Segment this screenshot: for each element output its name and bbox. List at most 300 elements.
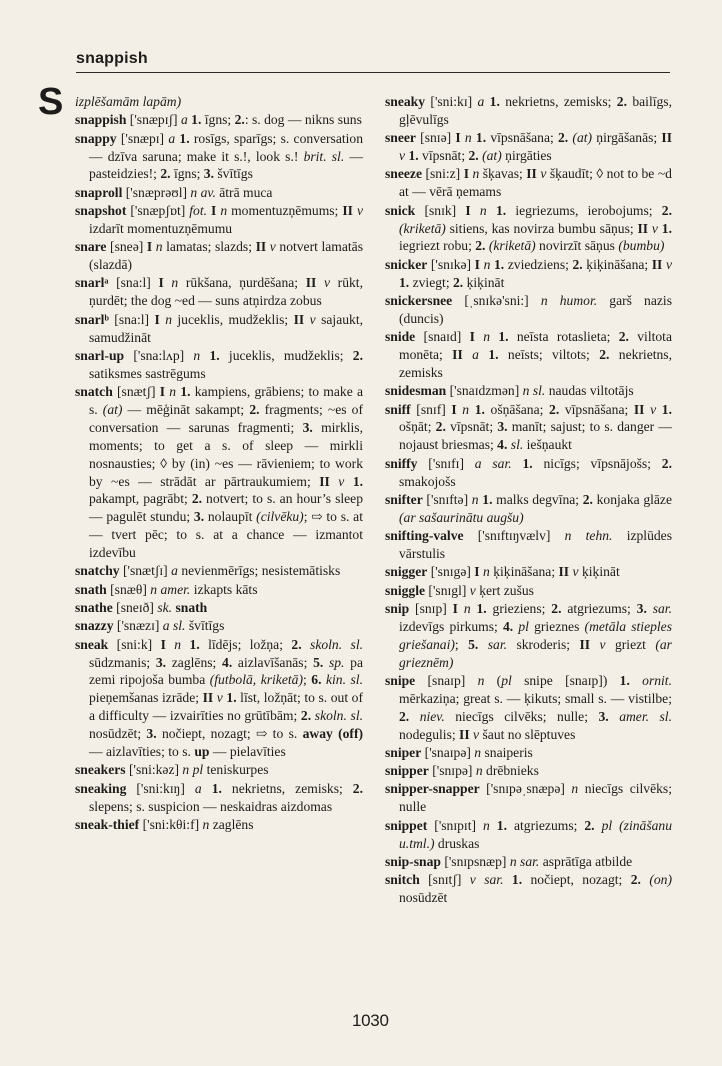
bold-text: sneer bbox=[385, 130, 416, 146]
italic-label: (on) bbox=[649, 872, 672, 888]
italic-label: n bbox=[174, 636, 182, 652]
entry-text: ķiķināt bbox=[578, 564, 620, 580]
bold-text: snipper bbox=[385, 763, 429, 779]
bold-text: 2. bbox=[453, 274, 464, 290]
entry-text bbox=[316, 275, 324, 290]
entry-text: ['snæzɪ] bbox=[113, 618, 163, 634]
bold-text: II bbox=[633, 401, 645, 417]
bold-text: 2. bbox=[599, 347, 610, 363]
entry-text: sajaukt, samudžināt bbox=[89, 311, 363, 345]
bold-text: II bbox=[293, 311, 305, 327]
italic-label: n bbox=[169, 384, 177, 400]
entry-text: ošņāt; bbox=[399, 419, 436, 435]
entry-text: [sni:k] bbox=[108, 636, 161, 652]
bold-text: snidesman bbox=[385, 383, 447, 399]
entry-text: ['snæpʃɒt] bbox=[126, 203, 190, 218]
entry-text: ['snaɪpə] bbox=[421, 744, 475, 760]
entry-text: niecīgs cilvēks; nulle; bbox=[444, 708, 599, 724]
entry-text: grieziens; bbox=[486, 600, 552, 616]
bold-text: snifting-valve bbox=[385, 528, 464, 544]
bold-text: 3. bbox=[203, 166, 214, 182]
italic-label: kin. sl. bbox=[326, 672, 363, 688]
bold-text: I bbox=[474, 564, 480, 580]
italic-label: v bbox=[338, 473, 345, 489]
bold-text: 1. bbox=[511, 872, 523, 888]
header-rule bbox=[76, 72, 670, 73]
entry-text: garš nazis (duncis) bbox=[399, 292, 672, 326]
italic-label: niev. bbox=[419, 708, 445, 724]
bold-text: sniffy bbox=[385, 455, 418, 471]
dictionary-entry bbox=[385, 744, 672, 762]
italic-label: n humor. bbox=[540, 292, 598, 308]
bold-text: I bbox=[211, 203, 217, 218]
entry-text: [sneɪð] bbox=[112, 600, 158, 616]
bold-text: 1. bbox=[498, 329, 509, 345]
entry-text: iegriezt robu; bbox=[399, 238, 476, 254]
dictionary-entry bbox=[75, 93, 363, 111]
bold-text: 1. bbox=[226, 690, 237, 706]
entry-text: ņirgāšanās; bbox=[592, 130, 662, 146]
bold-text: II bbox=[342, 203, 353, 218]
entry-text: līdējs; ložņa; bbox=[199, 636, 292, 652]
bold-text: 3. bbox=[193, 509, 205, 525]
entry-text: novirzīt sāņus bbox=[535, 238, 619, 254]
bold-text: sneaking bbox=[75, 780, 127, 796]
bold-text: 1. bbox=[180, 384, 191, 400]
entry-text: satiksmes sastrēgums bbox=[89, 365, 206, 381]
entry-text bbox=[512, 456, 523, 471]
bold-text: 1. bbox=[179, 130, 190, 146]
dictionary-entry bbox=[385, 853, 672, 871]
entry-text: grieznes bbox=[528, 618, 585, 634]
bold-text: 1. bbox=[661, 220, 672, 236]
italic-label: a bbox=[171, 563, 178, 579]
dictionary-entry bbox=[75, 636, 363, 761]
bold-text: snarl-up bbox=[75, 347, 125, 363]
entry-text: vīpsnāt; bbox=[418, 148, 469, 164]
bold-text: 2. bbox=[399, 708, 410, 724]
bold-text: 1. bbox=[661, 401, 672, 417]
bold-text: I bbox=[451, 401, 457, 417]
dictionary-entry bbox=[385, 256, 672, 292]
bold-text: 4. bbox=[502, 618, 514, 634]
bold-text: 1. bbox=[474, 401, 485, 417]
bold-text: snip-snap bbox=[385, 853, 441, 869]
running-head: snappish bbox=[76, 50, 148, 67]
bold-text: II bbox=[579, 636, 591, 652]
bold-text: 1. bbox=[399, 274, 410, 290]
bold-text: II bbox=[661, 130, 673, 146]
entry-text: druskas bbox=[434, 835, 480, 851]
dictionary-entry bbox=[385, 292, 672, 328]
dictionary-entry bbox=[75, 581, 363, 599]
italic-label: a sl. bbox=[162, 618, 186, 634]
bold-text: up bbox=[194, 744, 210, 760]
entry-text: ['snɪgə] bbox=[427, 564, 475, 580]
bold-text: snappish bbox=[75, 112, 127, 128]
bold-text: snippet bbox=[385, 817, 428, 833]
entry-text: [snaɪp] bbox=[415, 672, 478, 688]
italic-label: v bbox=[356, 203, 363, 218]
entry-text: nočiept, nozagt; ⇨ to s. bbox=[156, 726, 303, 742]
entry-text: [ˌsnɪkə'sni:] bbox=[452, 292, 541, 308]
italic-label: v bbox=[469, 582, 476, 598]
bold-text: 2. bbox=[475, 238, 486, 254]
bold-text: I bbox=[465, 202, 471, 218]
italic-label: v bbox=[399, 148, 406, 164]
entry-text: slepens; s. suspicion — neskaidras aizdomas bbox=[89, 798, 333, 814]
bold-text: 2. bbox=[661, 202, 672, 218]
bold-text: I bbox=[158, 275, 164, 291]
italic-label: (ar grieznēm) bbox=[399, 636, 672, 670]
bold-text: II bbox=[651, 256, 663, 272]
entry-text: skroderis; bbox=[507, 636, 580, 652]
dictionary-entry bbox=[75, 111, 363, 129]
bold-text: 1. bbox=[475, 130, 487, 146]
italic-label: sar. bbox=[652, 600, 672, 616]
italic-label: a bbox=[472, 347, 479, 363]
bold-text: snatch bbox=[75, 384, 113, 400]
bold-text: I bbox=[159, 384, 166, 400]
bold-text: 4. bbox=[222, 654, 233, 670]
entry-text: izkapts kāts bbox=[190, 581, 258, 597]
entry-text: aizlavīšanās; bbox=[232, 654, 314, 670]
bold-text: 1. bbox=[522, 455, 533, 471]
entry-text: ['snæpɪʃ] bbox=[126, 112, 181, 128]
bold-text: 3. bbox=[146, 726, 157, 742]
entry-text: ['sni:kθi:f] bbox=[139, 816, 203, 832]
entry-text: ; bbox=[302, 672, 312, 688]
dictionary-entry bbox=[75, 202, 363, 238]
bold-text: snigger bbox=[385, 564, 428, 580]
bold-text: 2. bbox=[435, 419, 446, 435]
bold-text: I bbox=[469, 329, 475, 345]
entry-text: [snæθ] bbox=[106, 581, 151, 597]
entry-text: pa zemi ripojoša bumba bbox=[89, 654, 363, 688]
entry-text: ['snæprəʊl] bbox=[122, 184, 191, 200]
entry-text: juceklis, mudžeklis; bbox=[219, 347, 353, 363]
bold-text: snazzy bbox=[75, 618, 114, 634]
italic-label: n bbox=[165, 311, 172, 327]
entry-text: [sna:l] bbox=[108, 311, 155, 327]
dictionary-entry bbox=[385, 871, 672, 907]
entry-text: zaglēns; bbox=[166, 654, 223, 670]
bold-text: 2. bbox=[551, 600, 562, 616]
entry-text: ņirgāties bbox=[501, 148, 552, 164]
entry-text: ['snɪpɪt] bbox=[427, 817, 483, 833]
entry-text: niecīgs cilvēks; nulle bbox=[399, 781, 672, 815]
italic-label: pl bbox=[501, 672, 512, 688]
italic-label: v bbox=[216, 690, 223, 706]
bold-text: I bbox=[146, 239, 153, 255]
bold-text: sneeze bbox=[385, 166, 422, 182]
dictionary-entry bbox=[385, 455, 672, 491]
dictionary-entry bbox=[75, 780, 363, 816]
bold-text: 2. bbox=[584, 817, 595, 833]
italic-label: v bbox=[572, 564, 579, 580]
bold-text: snathe bbox=[75, 600, 113, 616]
entry-text bbox=[479, 347, 488, 362]
entry-text: ['snætʃɪ] bbox=[119, 563, 172, 579]
entry-text: momentuzņēmums; bbox=[227, 203, 343, 218]
entry-text: ['sni:kɪ] bbox=[425, 94, 478, 109]
entry-text bbox=[503, 872, 511, 887]
italic-label: n bbox=[463, 600, 471, 616]
italic-label: n bbox=[483, 564, 490, 580]
italic-label: v bbox=[323, 275, 331, 291]
italic-label: ornit. bbox=[642, 672, 672, 688]
italic-label: sp. bbox=[328, 654, 345, 670]
italic-label: (cilvēku) bbox=[256, 509, 304, 525]
entry-text: ķert zušus bbox=[475, 582, 534, 598]
entry-text: sūdzmanis; bbox=[89, 654, 156, 670]
bold-text: 3. bbox=[598, 708, 609, 724]
entry-text: šķavas; bbox=[479, 166, 527, 182]
dictionary-entry bbox=[385, 527, 672, 563]
entry-text bbox=[630, 673, 642, 688]
entry-text bbox=[181, 637, 189, 652]
italic-label: n sl. bbox=[522, 383, 546, 399]
entry-text: ātrā muca bbox=[215, 184, 273, 200]
dictionary-entry bbox=[385, 672, 672, 744]
italic-label: n bbox=[472, 166, 480, 182]
dictionary-entry bbox=[75, 238, 363, 274]
bold-text: 2. bbox=[249, 401, 260, 417]
entry-text: rūkšana, ņurdēšana; bbox=[178, 275, 306, 291]
entry-text: — mēģināt sakampt; bbox=[122, 401, 250, 417]
italic-label: (zināšanu u.tml.) bbox=[399, 817, 672, 851]
bold-text: 3. bbox=[155, 654, 167, 670]
entry-text: līst, ložņāt; to s. out of a difficulty — izvairīties no grūtībām; bbox=[89, 690, 364, 724]
bold-text: snitch bbox=[385, 872, 420, 888]
entry-text: švītīgs bbox=[213, 166, 253, 182]
entry-text: ['sna:lʌp] bbox=[124, 347, 194, 363]
bold-text: 1. bbox=[408, 148, 419, 164]
entry-text: smakojošs bbox=[399, 473, 456, 489]
dictionary-entry bbox=[385, 328, 672, 382]
page-number: 1030 bbox=[352, 1011, 389, 1030]
entry-text: ( bbox=[484, 672, 502, 688]
entry-text: rūkt, ņurdēt; the dog ~ed — suns atņirdza zobus bbox=[89, 275, 363, 309]
entry-text: ['snɪpəˌsnæpə] bbox=[479, 781, 572, 797]
dictionary-entry bbox=[75, 617, 363, 635]
italic-label: (kriketā) bbox=[488, 238, 536, 254]
italic-label: n bbox=[220, 203, 228, 218]
bold-text: 3. bbox=[497, 419, 508, 435]
italic-label: n bbox=[479, 202, 487, 218]
italic-label: v bbox=[650, 401, 657, 417]
entry-text: lamatas; slazds; bbox=[162, 239, 256, 255]
italic-label: n bbox=[571, 781, 579, 797]
bold-text: sneakers bbox=[75, 762, 126, 778]
dictionary-entry bbox=[75, 562, 363, 580]
dictionary-entry bbox=[385, 401, 672, 455]
entry-text bbox=[590, 637, 599, 652]
italic-label: n pl bbox=[182, 762, 204, 778]
bold-text: snipper-snapper bbox=[385, 781, 480, 797]
bold-text: 2. bbox=[468, 148, 479, 164]
entry-text: konjaka glāze bbox=[592, 491, 672, 507]
dictionary-entry bbox=[385, 491, 672, 527]
entry-text: ķiķināšana; bbox=[489, 564, 559, 580]
bold-text: 1. bbox=[191, 112, 202, 128]
bold-text: sniff bbox=[385, 401, 411, 417]
bold-text: snip bbox=[385, 600, 410, 616]
entry-text: — pasteidzies!; bbox=[89, 148, 363, 182]
bold-text: 3. bbox=[302, 419, 313, 435]
entry-text: snaiperis bbox=[481, 744, 533, 760]
italic-label: n av. bbox=[190, 184, 216, 200]
bold-text: 5. bbox=[313, 654, 324, 670]
italic-label: (bumbu) bbox=[618, 238, 665, 254]
entry-text: ['snɪpə] bbox=[428, 763, 476, 779]
entry-text: : s. dog — nikns suns bbox=[244, 112, 362, 128]
entry-text: pakampt, pagrābt; bbox=[89, 491, 192, 507]
dictionary-entry bbox=[75, 347, 363, 383]
entry-text: ['snɪftɪŋvælv] bbox=[463, 528, 565, 544]
entry-text: ; ⇨ to s. at — tvert pēc; to s. at a chance — izmantot izdevību bbox=[89, 509, 363, 561]
entry-text: [sneə] bbox=[106, 239, 147, 255]
entry-text: griezt bbox=[605, 636, 656, 652]
bold-text: sneak-thief bbox=[75, 816, 140, 832]
dictionary-entry bbox=[75, 599, 363, 617]
dictionary-entry bbox=[385, 382, 672, 400]
dictionary-entry bbox=[385, 582, 672, 600]
entry-text: pieņemšanas izrāde; bbox=[89, 690, 203, 706]
entry-text: švītīgs bbox=[185, 618, 225, 634]
entry-text: [sni:z] bbox=[422, 166, 464, 182]
bold-text: 1. bbox=[352, 473, 364, 489]
bold-text: 1. bbox=[496, 817, 507, 833]
italic-label: n bbox=[474, 744, 482, 760]
italic-label: skoln. sl. bbox=[314, 708, 363, 724]
italic-label: a bbox=[168, 130, 176, 146]
bold-text: II bbox=[637, 220, 649, 236]
italic-label: pl bbox=[601, 817, 613, 833]
entry-text bbox=[475, 329, 483, 344]
italic-label: n bbox=[483, 329, 490, 345]
entry-text: nosūdzēt bbox=[399, 890, 448, 906]
entry-text bbox=[595, 818, 602, 833]
bold-text: 2. bbox=[661, 455, 672, 471]
entry-text: nekrietns, zemisks bbox=[399, 347, 672, 380]
bold-text: snipe bbox=[385, 672, 416, 688]
bold-text: away (off) bbox=[302, 726, 364, 742]
italic-label: a bbox=[477, 94, 485, 109]
entry-text: teniskurpes bbox=[203, 762, 269, 778]
italic-label: v bbox=[540, 166, 547, 182]
bold-text: snappy bbox=[75, 130, 117, 146]
dictionary-entry bbox=[385, 165, 672, 201]
entry-text: notvert; to s. an hour’s sleep — pagulēt stundu; bbox=[89, 491, 363, 525]
bold-text: 1. bbox=[209, 347, 220, 363]
bold-text: snath bbox=[175, 600, 208, 616]
entry-text: zviegt; bbox=[409, 274, 453, 290]
entry-text: naudas viltotājs bbox=[545, 383, 634, 399]
italic-label: (futbolā, kriketā) bbox=[209, 672, 303, 688]
dictionary-entry bbox=[385, 129, 672, 165]
bold-text: 1. bbox=[488, 347, 499, 363]
entry-text: drēbnieks bbox=[482, 763, 539, 779]
entry-text bbox=[463, 347, 472, 362]
italic-label: a bbox=[194, 780, 202, 796]
entry-text: izdevīgs pirkums; bbox=[399, 618, 503, 634]
bold-text: snick bbox=[385, 202, 416, 218]
entry-text: īgns; bbox=[201, 112, 235, 128]
entry-text: juceklis, mudžeklis; bbox=[171, 311, 294, 327]
bold-text: I bbox=[455, 130, 461, 146]
italic-label: sk. bbox=[157, 600, 173, 616]
entry-text bbox=[487, 203, 496, 218]
bold-text: 2. bbox=[352, 347, 363, 363]
bold-text: 2. bbox=[291, 636, 302, 652]
italic-label: n bbox=[171, 275, 179, 291]
bold-text: 1. bbox=[495, 202, 507, 218]
dictionary-entry bbox=[385, 202, 672, 256]
entry-text: [snɪp] bbox=[409, 600, 453, 616]
entry-text: [snɪk] bbox=[415, 202, 466, 218]
italic-label: n bbox=[477, 672, 485, 688]
dictionary-entry bbox=[385, 563, 672, 581]
entry-text: nosūdzēt; bbox=[89, 726, 147, 742]
italic-label: n bbox=[202, 816, 210, 832]
bold-text: snarlᵃ bbox=[75, 275, 109, 291]
italic-label: (ar sašaurinātu augšu) bbox=[399, 509, 524, 525]
bold-text: 6. bbox=[311, 672, 322, 688]
italic-label: (kriketā) bbox=[399, 220, 446, 236]
entry-text: vīpsnāšana; bbox=[486, 130, 558, 146]
bold-text: II bbox=[459, 726, 470, 742]
entry-text: [snætʃ] bbox=[112, 384, 160, 400]
dictionary-entry bbox=[75, 274, 363, 310]
entry-text: nodegulis; bbox=[399, 726, 460, 742]
bold-text: II bbox=[202, 690, 214, 706]
entry-text: notvert lamatās (slazdā) bbox=[89, 239, 363, 273]
italic-label: fot. bbox=[189, 203, 208, 218]
italic-label: n bbox=[193, 347, 201, 363]
bold-text: I bbox=[452, 600, 458, 616]
entry-text: izdarīt momentuzņēmumu bbox=[89, 220, 233, 236]
bold-text: sneak bbox=[75, 636, 109, 652]
italic-label: a bbox=[180, 112, 188, 128]
entry-text: sitiens, kas novirza bumbu sāņus; bbox=[445, 220, 638, 236]
italic-label: (metāla stieples griešanai) bbox=[399, 618, 673, 652]
right-column bbox=[385, 93, 672, 907]
entry-text: ; bbox=[454, 636, 469, 652]
bold-text: 1. bbox=[476, 600, 487, 616]
entry-text: vīpsnāšana; bbox=[559, 401, 634, 417]
dictionary-entry bbox=[385, 780, 672, 816]
entry-text: šaut no slēptuves bbox=[479, 726, 576, 742]
italic-label: v bbox=[651, 220, 658, 236]
entry-text: [snɪf] bbox=[410, 401, 452, 417]
bold-text: I bbox=[160, 636, 166, 652]
italic-label: amer. sl. bbox=[619, 708, 672, 724]
italic-label: sar. bbox=[487, 636, 508, 652]
entry-text: vīpsnāt; bbox=[445, 419, 498, 435]
italic-label: n sar. bbox=[509, 853, 540, 869]
italic-label: n bbox=[471, 491, 479, 507]
bold-text: snatchy bbox=[75, 563, 120, 579]
entry-text: ķiķināšana; bbox=[582, 256, 652, 272]
bold-text: snapshot bbox=[75, 203, 127, 218]
bold-text: II bbox=[319, 473, 330, 489]
italic-label: v bbox=[665, 256, 672, 272]
entry-text bbox=[478, 637, 487, 652]
dictionary-entry bbox=[75, 816, 363, 834]
italic-label: n bbox=[483, 256, 491, 272]
entry-text: īgns; bbox=[170, 166, 204, 182]
